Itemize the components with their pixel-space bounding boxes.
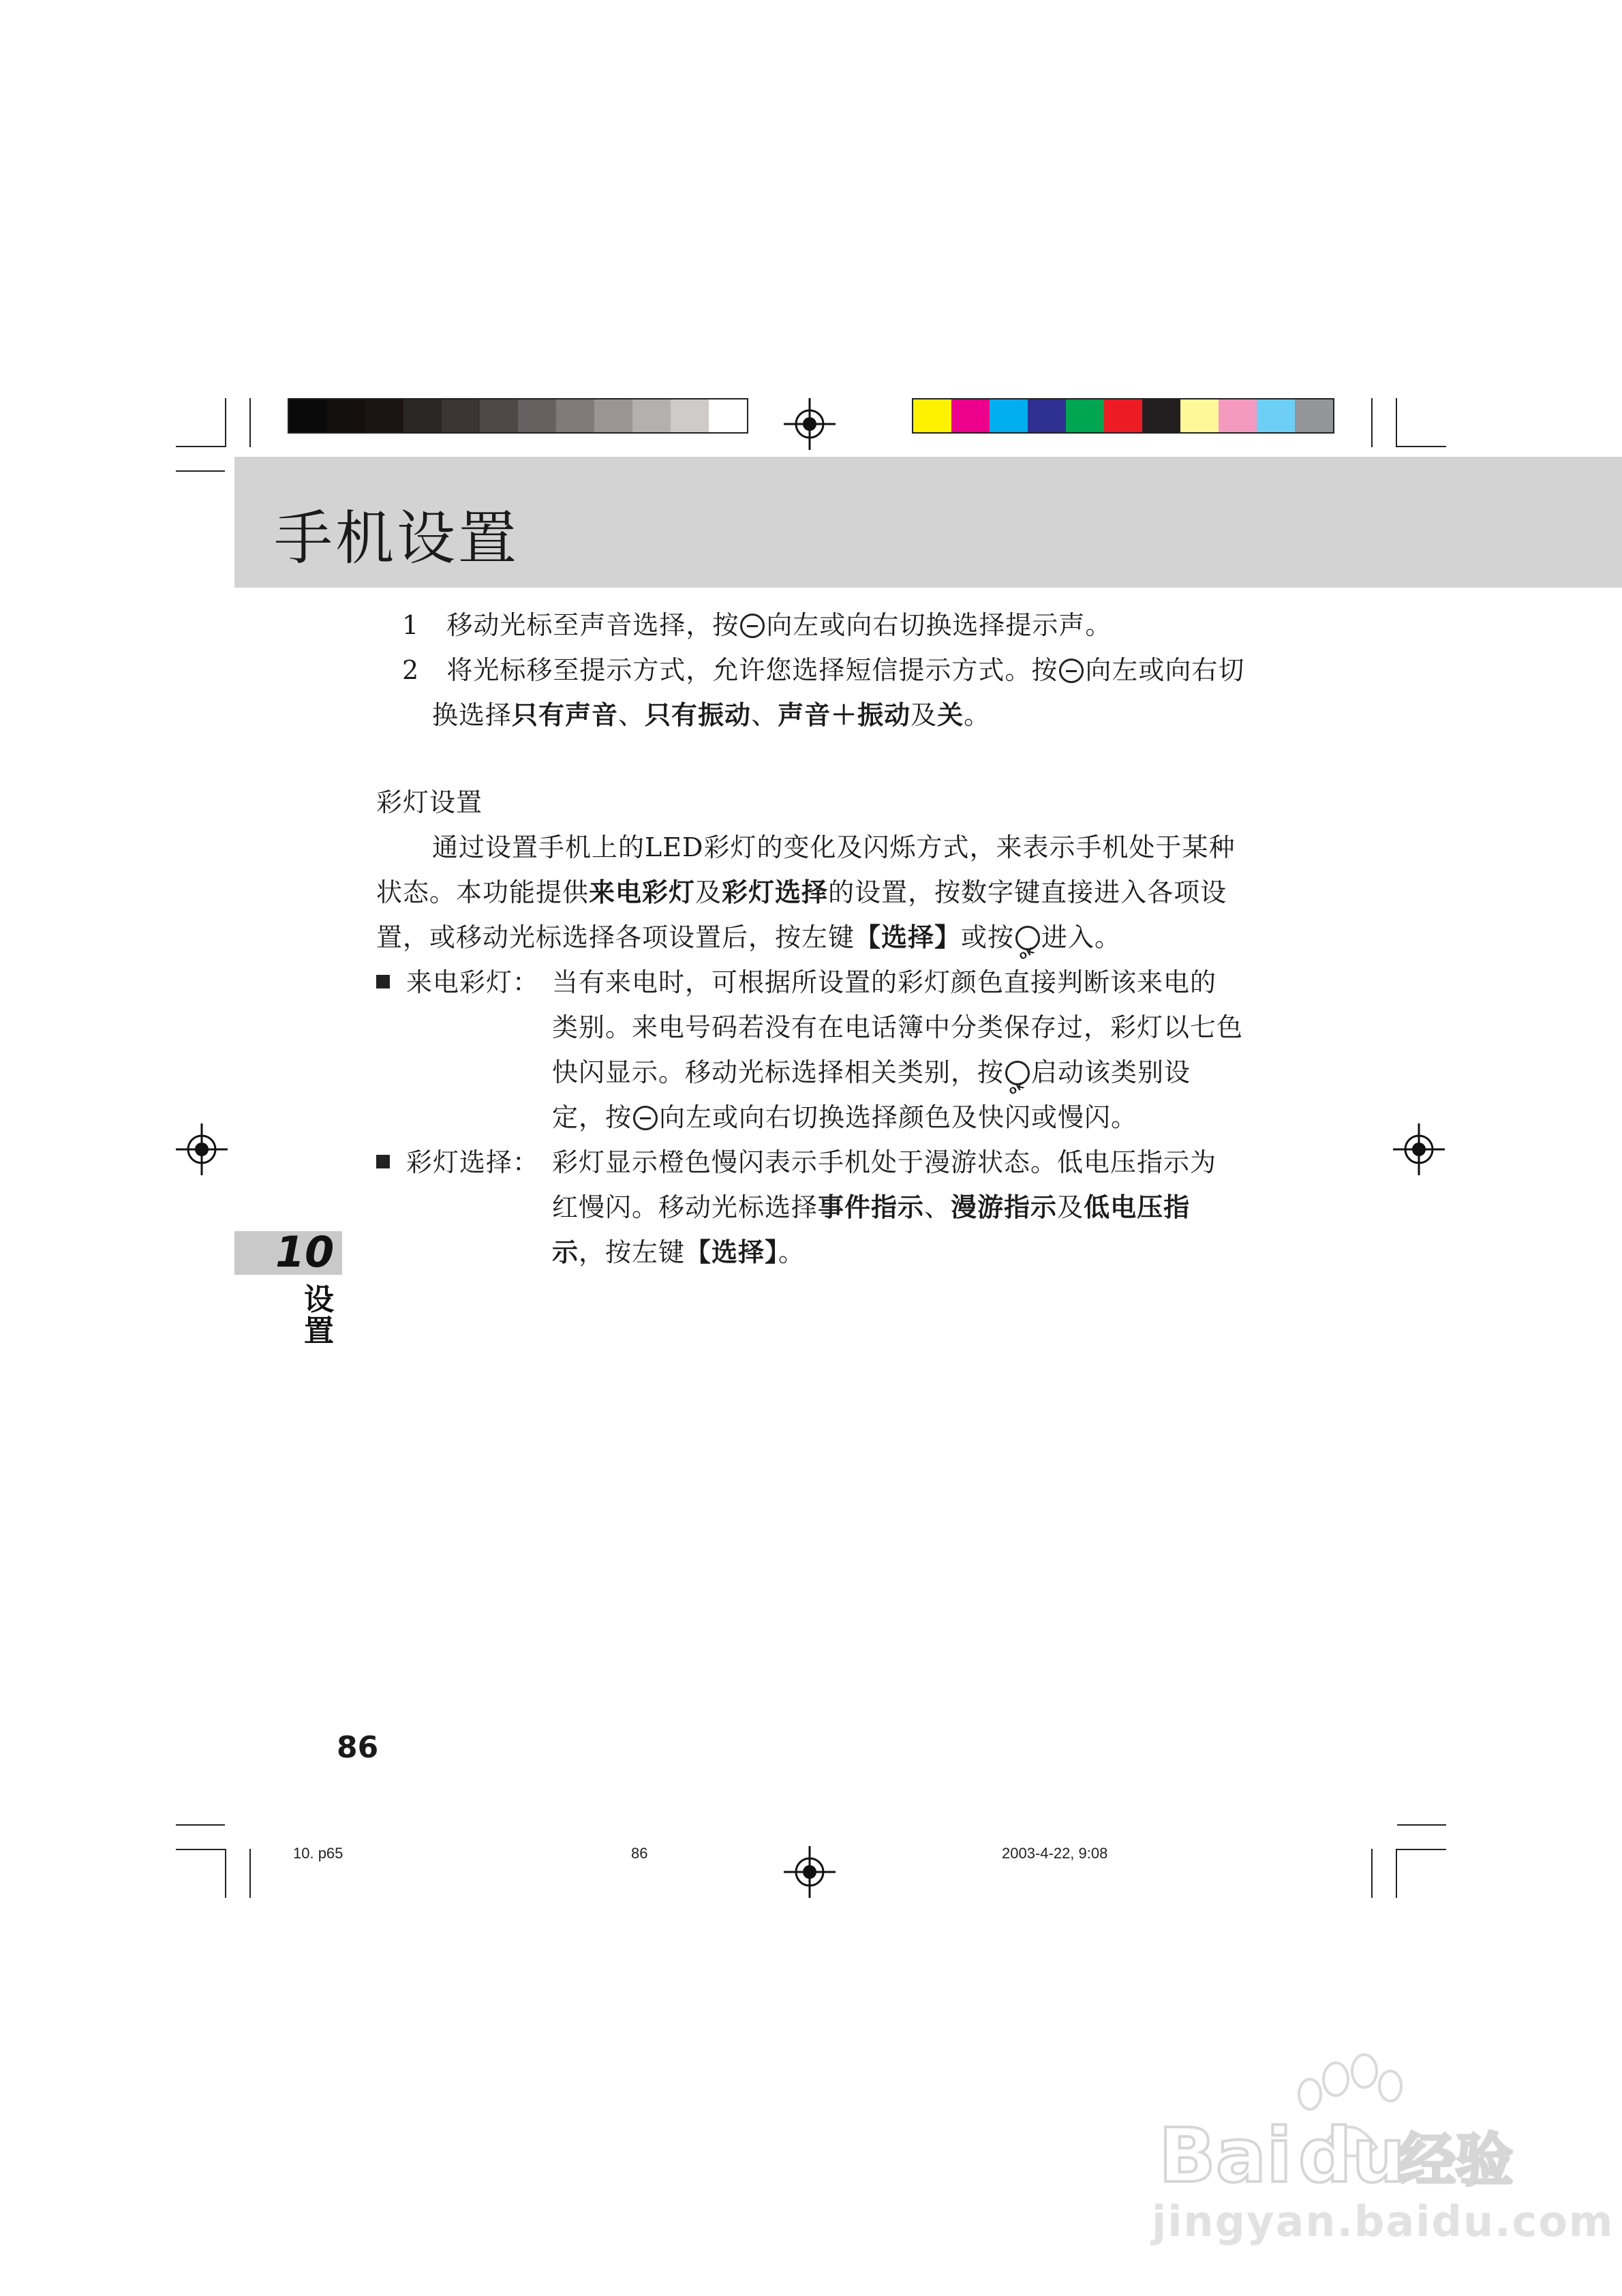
text: 定，按 [552, 1102, 632, 1132]
text: 。 [778, 1237, 806, 1267]
term-incoming-call-light: 来电彩灯 [589, 877, 696, 907]
term-select-key: 【选择】 [855, 922, 962, 952]
chapter-label: 置 [304, 1314, 334, 1348]
color-swatch [365, 399, 403, 432]
color-swatch [556, 399, 594, 432]
punctuation: 。 [964, 700, 991, 730]
crop-mark [249, 1849, 251, 1898]
item-text [552, 1230, 805, 1275]
list-item [376, 1140, 539, 1185]
crop-mark [1397, 1849, 1446, 1850]
text: ，按左键 [579, 1237, 686, 1267]
color-swatch [327, 399, 365, 432]
item-text: 类别。来电号码若没有在电话簿中分类保存过，彩灯以七色 [552, 1012, 1244, 1042]
text: 及 [695, 877, 722, 907]
crop-mark [225, 398, 226, 447]
svg-text:Bai: Bai [1159, 2112, 1292, 2195]
separator: 、 [751, 700, 778, 730]
item-text: 彩灯显示橙色慢闪表示手机处于漫游状态。低电压指示为 [552, 1147, 1217, 1177]
crop-mark [1396, 1849, 1397, 1898]
list-item [376, 960, 539, 1005]
nav-key-icon [633, 1106, 658, 1130]
step-text: 向左或向右切换选择提示声。 [766, 610, 1112, 640]
crop-mark [1371, 1849, 1373, 1898]
footer-file: 10. p65 [293, 1845, 343, 1862]
chapter-label: 设 [304, 1282, 334, 1317]
item-text: 当有来电时，可根据所设置的彩灯颜色直接判断该来电的 [552, 967, 1217, 997]
term-select-key: 【选择】 [685, 1237, 779, 1267]
svg-text:du: du [1298, 2112, 1406, 2195]
chapter-number: 10 [275, 1227, 335, 1277]
text: 向左或向右切换选择颜色及快闪或慢闪。 [659, 1102, 1138, 1132]
step-text: 移动光标至声音选择，按 [446, 610, 739, 640]
step-text: 换选择 [432, 700, 512, 730]
option-sound-only: 只有声音 [512, 700, 619, 730]
text: 置，或移动光标选择各项设置后，按左键 [376, 922, 855, 952]
page-number: 86 [337, 1730, 379, 1765]
ok-key-icon [1015, 926, 1040, 950]
crop-mark [1397, 1824, 1446, 1826]
footer-page: 86 [631, 1845, 648, 1862]
registration-target-icon [784, 398, 836, 450]
item-text [552, 1185, 1190, 1230]
term-roaming-indicator: 漫游指示 [951, 1192, 1058, 1222]
registration-target-icon [176, 1123, 228, 1175]
conjunction: 及 [911, 700, 938, 730]
crop-mark [225, 1849, 226, 1898]
text: 、 [924, 1192, 951, 1222]
text: 状态。本功能提供 [376, 877, 590, 907]
text: 或按 [961, 922, 1015, 952]
item-label: 彩灯选择： [406, 1147, 540, 1177]
step-1 [402, 603, 1112, 648]
color-swatch [709, 399, 747, 432]
crop-mark [176, 1824, 225, 1826]
step-2 [402, 648, 1244, 693]
nav-key-icon [740, 614, 765, 638]
step-text: 向左或向右切 [1085, 655, 1245, 685]
text: 的设置，按数字键直接进入各项设 [828, 877, 1227, 907]
paragraph-line [376, 870, 1227, 915]
crop-mark [176, 446, 225, 447]
item-text [552, 1095, 1137, 1140]
color-swatch [518, 399, 556, 432]
crop-mark [176, 470, 225, 472]
paragraph-line [376, 915, 1121, 960]
option-sound-vibrate: 声音＋振动 [778, 700, 911, 730]
term-light-select: 彩灯选择 [722, 877, 829, 907]
step-number: 2 [402, 655, 420, 685]
bullet-icon [376, 1155, 390, 1168]
footer-timestamp: 2003-4-22, 9:08 [1002, 1845, 1108, 1862]
color-swatch [1028, 399, 1066, 432]
option-vibrate-only: 只有振动 [645, 700, 752, 730]
crop-mark [249, 398, 251, 447]
crop-mark [1371, 398, 1373, 447]
nav-key-icon [1059, 659, 1084, 683]
term-low-voltage-indicator: 低电压指 [1084, 1192, 1191, 1222]
svg-text:经验: 经验 [1398, 2127, 1514, 2194]
crop-mark [1396, 398, 1397, 447]
color-swatch [1066, 399, 1104, 432]
page-title: 手机设置 [274, 504, 519, 573]
color-swatch [480, 399, 518, 432]
section-heading: 彩灯设置 [376, 787, 483, 817]
step-number: 1 [402, 610, 420, 640]
item-text [552, 1050, 1191, 1095]
term-low-voltage-indicator: 示 [552, 1237, 579, 1267]
text: 及 [1057, 1192, 1084, 1222]
color-swatch [671, 399, 709, 432]
ok-key-icon [1005, 1061, 1030, 1085]
color-swatch [403, 399, 442, 432]
color-swatch [632, 399, 671, 432]
text: 进入。 [1041, 922, 1122, 952]
color-swatch [951, 399, 990, 432]
paragraph-line: 通过设置手机上的LED彩灯的变化及闪烁方式，来表示手机处于某种 [432, 832, 1236, 862]
term-event-indicator: 事件指示 [818, 1192, 925, 1222]
option-off: 关 [937, 700, 964, 730]
text: 启动该类别设 [1031, 1057, 1191, 1087]
step-2-continued [432, 693, 990, 738]
color-swatch [442, 399, 480, 432]
color-swatch [1295, 399, 1333, 432]
bullet-icon [376, 975, 390, 988]
color-swatch [594, 399, 632, 432]
color-swatch [1180, 399, 1219, 432]
grayscale-color-bar [288, 398, 748, 434]
color-swatch [1219, 399, 1257, 432]
crop-mark [176, 1849, 225, 1850]
step-text: 将光标移至提示方式，允许您选择短信提示方式。按 [446, 655, 1058, 685]
registration-target-icon [1393, 1123, 1445, 1175]
color-swatch [289, 399, 327, 432]
color-swatch [990, 399, 1028, 432]
item-label: 来电彩灯： [406, 967, 540, 997]
text: 红慢闪。移动光标选择 [552, 1192, 818, 1222]
color-swatch [1104, 399, 1142, 432]
color-swatch [913, 399, 951, 432]
cmyk-color-bar [912, 398, 1334, 434]
text: 快闪显示。移动光标选择相关类别，按 [552, 1057, 1005, 1087]
baidu-watermark-logo [1152, 2045, 1533, 2195]
separator: 、 [618, 700, 645, 730]
crop-mark [1397, 446, 1446, 447]
registration-target-icon [784, 1846, 836, 1898]
watermark-url: jingyan.baidu.com [1152, 2196, 1615, 2246]
color-swatch [1142, 399, 1180, 432]
color-swatch [1257, 399, 1295, 432]
